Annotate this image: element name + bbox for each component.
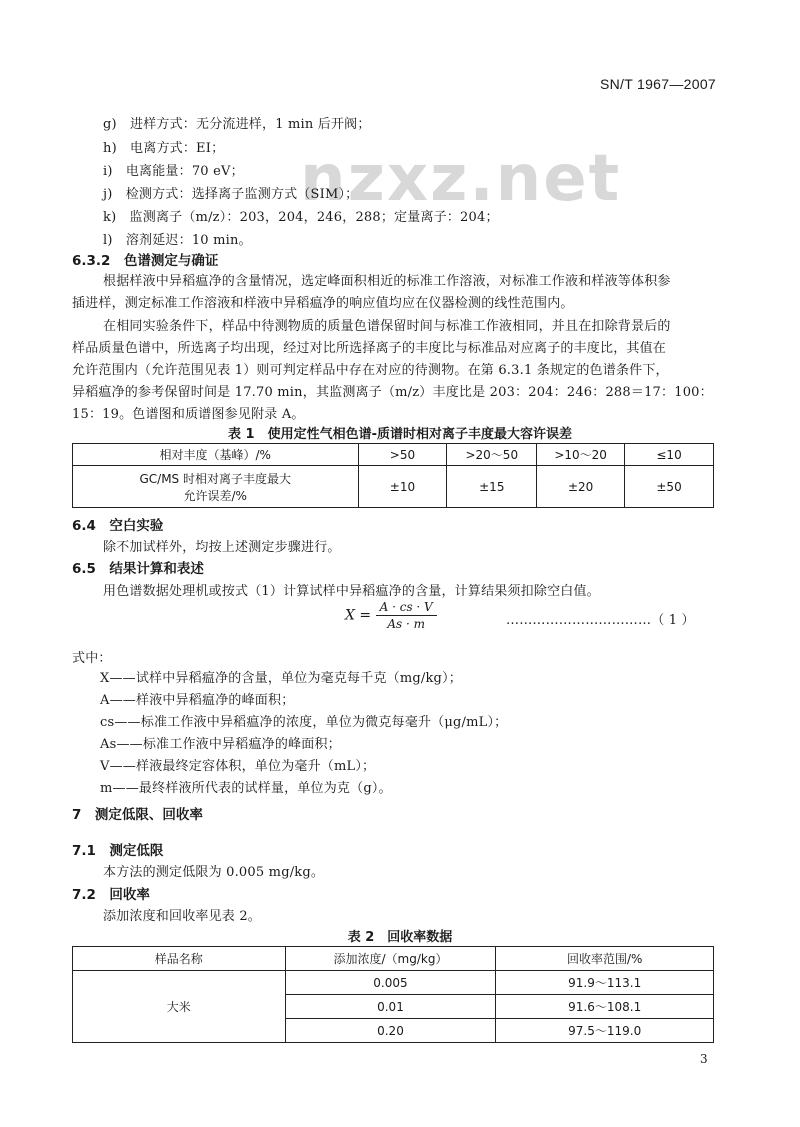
var-v: V——样液最终定容体积，单位为毫升（mL）； <box>100 759 376 774</box>
table2-header: 样品名称 <box>73 947 286 971</box>
table1-row2-label-line2: 允许误差/% <box>183 488 247 503</box>
s632-para1-line1: 根据样液中异稻瘟净的含量情况，选定峰面积相近的标准工作溶液，对标准工作液和样液等体积参 <box>103 274 671 289</box>
table-2 <box>72 946 714 1043</box>
table1-row-abundance <box>73 444 714 466</box>
table1-caption: 表 1 使用定性气相色谱-质谱时相对离子丰度最大容许误差 <box>228 427 572 442</box>
formula-fraction <box>376 600 437 631</box>
table1-row2-label <box>73 466 359 508</box>
section-7-2-heading: 7.2 回收率 <box>72 887 150 903</box>
section-6-3-2-heading: 6.3.2 色谱测定与确证 <box>72 253 219 269</box>
table1-row-tolerance <box>73 466 714 508</box>
var-m: m——最终样液所代表的试样量，单位为克（g）。 <box>100 781 392 796</box>
table2-cell: 91.6～108.1 <box>496 995 714 1019</box>
s64-text: 除不加试样外，均按上述测定步骤进行。 <box>103 540 341 555</box>
watermark: nzxz.net <box>300 142 622 216</box>
table2-cell: 0.005 <box>285 971 496 995</box>
table-1 <box>72 443 714 508</box>
var-x: X——试样中异稻瘟净的含量，单位为毫克每千克（mg/kg）； <box>100 671 462 686</box>
formula-denominator: As · m <box>387 617 425 631</box>
condition-i: i) 电离能量：70 eV； <box>103 164 244 179</box>
table1-cell: ±20 <box>537 466 625 508</box>
section-7-heading: 7 测定低限、回收率 <box>72 807 203 823</box>
s632-para2-line2: 样品质量色谱中，所选离子均出现，经过对比所选择离子的丰度比与标准品对应离子的丰度比，其值在 <box>72 341 667 356</box>
s632-para2-line4: 异稻瘟净的参考保留时间是 17.70 min，其监测离子（m/z）丰度比是 203：204：246：288＝17：100： <box>72 385 713 400</box>
page-number: 3 <box>700 1052 708 1066</box>
table2-header: 添加浓度/（mg/kg） <box>285 947 496 971</box>
table1-cell: ±10 <box>358 466 447 508</box>
formula <box>345 600 437 631</box>
table2-cell: 97.5～119.0 <box>496 1019 714 1043</box>
s72-text: 添加浓度和回收率见表 2。 <box>103 909 262 924</box>
table2-caption: 表 2 回收率数据 <box>347 930 453 945</box>
s632-para2-line5: 15：19。色谱图和质谱图参见附录 A。 <box>72 407 305 422</box>
formula-numerator: A · cs · V <box>376 600 437 616</box>
section-6-4-heading: 6.4 空白实验 <box>72 518 164 534</box>
condition-j: j) 检测方式：选择离子监测方式（SIM）； <box>103 187 359 202</box>
table1-cell: ±15 <box>447 466 537 508</box>
table2-cell: 0.01 <box>285 995 496 1019</box>
table1-cell: >50 <box>358 444 447 466</box>
section-6-5-heading: 6.5 结果计算和表述 <box>72 561 204 577</box>
table1-cell: >10～20 <box>537 444 625 466</box>
s65-text: 用色谱数据处理机或按式（1）计算试样中异稻瘟净的含量，计算结果须扣除空白值。 <box>103 584 600 599</box>
s71-text: 本方法的测定低限为 0.005 mg/kg。 <box>103 865 325 880</box>
condition-k: k) 监测离子（m/z）：203，204，246，288；定量离子：204； <box>103 210 499 225</box>
table1-row1-label: 相对丰度（基峰）/% <box>73 444 359 466</box>
table1-row2-label-line1: GC/MS 时相对离子丰度最大 <box>139 471 291 486</box>
s632-para2-line3: 允许范围内（允许范围见表 1）则可判定样品中存在对应的待测物。在第 6.3.1 条规定的色谱条件下， <box>72 363 669 378</box>
condition-h: h) 电离方式：EI； <box>103 141 225 156</box>
var-a: A——样液中异稻瘟净的峰面积； <box>100 693 295 708</box>
var-as: As——标准工作液中异稻瘟净的峰面积； <box>100 737 341 752</box>
var-cs: cs——标准工作液中异稻瘟净的浓度，单位为微克每毫升（μg/mL）； <box>100 715 508 730</box>
table2-sample-name: 大米 <box>73 971 286 1043</box>
formula-number: ……………………………（ 1 ） <box>506 613 695 628</box>
s632-para2-line1: 在相同实验条件下，样品中待测物质的质量色谱保留时间与标准工作液相同，并且在扣除背景后的 <box>103 319 671 334</box>
condition-g: g) 进样方式：无分流进样，1 min 后开阀； <box>103 117 371 132</box>
where-label: 式中： <box>72 651 112 666</box>
standard-number: SN/T 1967—2007 <box>599 76 716 92</box>
table1-cell: ≤10 <box>625 444 714 466</box>
table2-row <box>73 971 714 995</box>
table1-cell: >20～50 <box>447 444 537 466</box>
table2-header: 回收率范围/% <box>496 947 714 971</box>
table2-cell: 91.9～113.1 <box>496 971 714 995</box>
table1-cell: ±50 <box>625 466 714 508</box>
section-7-1-heading: 7.1 测定低限 <box>72 843 164 859</box>
formula-lhs: X = <box>345 607 372 624</box>
table2-header-row <box>73 947 714 971</box>
table2-cell: 0.20 <box>285 1019 496 1043</box>
s632-para1-line2: 插进样，测定标准工作溶液和样液中异稻瘟净的响应值均应在仪器检测的线性范围内。 <box>72 296 574 311</box>
condition-l: l) 溶剂延迟：10 min。 <box>103 233 252 248</box>
